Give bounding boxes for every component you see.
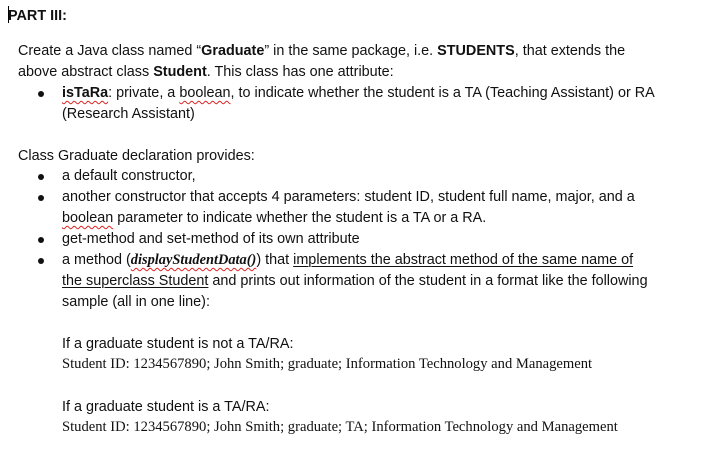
bullet (38, 258, 44, 264)
bullet (38, 174, 44, 180)
item-constructor-line-1: another constructor that accepts 4 parameters: student ID, student full name, major, and a (62, 189, 635, 205)
section-heading (8, 6, 67, 26)
attribute-text: , to indicate whether the student is a TA (Teaching Assistant) or RA (230, 85, 655, 101)
item-method-line-3: sample (all in one line): (62, 294, 210, 310)
item-method-line-1 (62, 251, 633, 270)
item-default-constructor: a default constructor, (62, 168, 196, 184)
attribute-name: isTaRa (62, 85, 109, 101)
bullet (38, 237, 44, 243)
method-underlined-text: the superclass Student (62, 273, 209, 289)
declaration-heading: Class Graduate declaration provides: (18, 148, 255, 164)
item-get-set: get-method and set-method of its own attribute (62, 231, 360, 247)
attribute-line-2 (62, 105, 195, 124)
attribute-text: : private, a (108, 85, 180, 101)
attribute-text: (Research Assistant) (62, 106, 195, 122)
intro-text: Create a Java class named “ (18, 43, 202, 59)
item-constructor-line-2 (62, 209, 486, 228)
intro-text: above abstract class (18, 64, 154, 80)
method-name: displayStudentData() (130, 252, 257, 268)
class-name-graduate: Graduate (201, 43, 265, 59)
method-text: a method ( (62, 252, 131, 268)
boolean-keyword: boolean (62, 210, 114, 226)
sample-output-not-ta: Student ID: 1234567890; John Smith; graduate; Information Technology and Management (62, 356, 593, 372)
method-underlined-text: implements the abstract method of the same name of (293, 252, 634, 268)
section-heading-text: PART III: (8, 8, 67, 24)
attribute-type: boolean (179, 85, 231, 101)
bullet (38, 195, 44, 201)
item-method-line-2 (62, 272, 648, 291)
package-name: STUDENTS (437, 43, 515, 59)
intro-line-2 (18, 63, 394, 82)
intro-line-1 (18, 42, 625, 61)
attribute-line-1 (62, 84, 655, 103)
bullet (38, 91, 44, 97)
method-text: and prints out information of the student in a format like the following (208, 273, 648, 289)
class-name-student: Student (153, 64, 207, 80)
sample-label-ta: If a graduate student is a TA/RA: (62, 399, 270, 415)
sample-output-ta: Student ID: 1234567890; John Smith; graduate; TA; Information Technology and Management (62, 419, 618, 435)
sample-label-not-ta: If a graduate student is not a TA/RA: (62, 336, 294, 352)
method-text: ) that (256, 252, 294, 268)
intro-text: . This class has one attribute: (206, 64, 394, 80)
intro-text: ” in the same package, i.e. (264, 43, 438, 59)
constructor-text: parameter to indicate whether the student is a TA or a RA. (113, 210, 487, 226)
intro-text: , that extends the (514, 43, 626, 59)
